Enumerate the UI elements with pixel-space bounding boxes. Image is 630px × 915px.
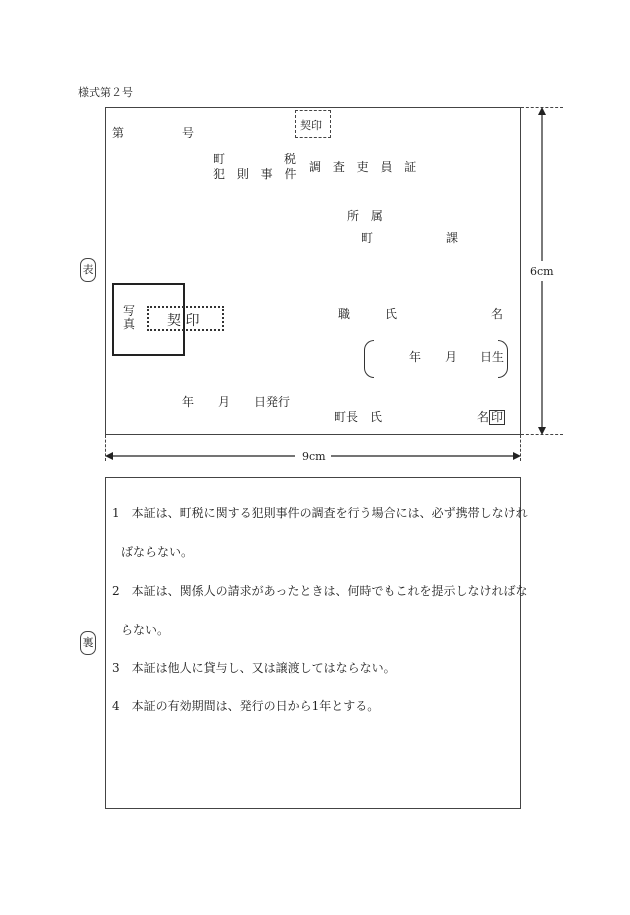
- rule-3: 3 本証は他人に貸与し、又は譲渡してはならない。: [112, 661, 396, 675]
- title-town: 町: [213, 152, 226, 166]
- top-seal-label: 契印: [300, 119, 322, 132]
- birth-year: 年: [409, 350, 422, 364]
- title-criminal-case: 犯 則 事 件: [213, 167, 301, 181]
- dim-width-label: 9cm: [302, 450, 326, 463]
- back-side-label: 裏: [80, 631, 96, 655]
- front-side-label: 表: [80, 258, 96, 282]
- number-prefix: 第: [112, 126, 125, 140]
- affiliation-label: 所 属: [347, 209, 387, 223]
- form-label: 様式第２号: [78, 86, 133, 99]
- issue-year: 年: [182, 395, 195, 409]
- birth-day: 日生: [480, 350, 505, 364]
- name-label: 名: [491, 307, 504, 321]
- town-label: 町: [361, 231, 374, 245]
- rule-2-continuation: らない。: [121, 623, 170, 637]
- mayor-name: 名 印: [477, 410, 504, 424]
- mayor-surname: 氏: [370, 410, 383, 424]
- rule-4: 4 本証の有効期間は、発行の日から1年とする。: [112, 699, 380, 713]
- title-tax: 税: [284, 152, 297, 166]
- front-card: [105, 107, 521, 435]
- section-label: 課: [446, 231, 459, 245]
- issue-day: 日発行: [254, 395, 291, 409]
- photo-label: 写 真: [123, 304, 136, 331]
- dim-height-label: 6cm: [530, 265, 554, 278]
- issue-month: 月: [218, 395, 231, 409]
- rule-1-continuation: ばならない。: [121, 545, 194, 559]
- mayor-seal-box: 印: [491, 410, 504, 424]
- back-card: [105, 477, 521, 809]
- photo-seal-label: 契 印: [167, 313, 200, 329]
- title-main: 調 査 吏 員 証: [309, 160, 421, 174]
- position-label: 職: [338, 307, 351, 321]
- surname-label: 氏: [385, 307, 398, 321]
- rule-2: 2 本証は、関係人の請求があったときは、何時でもこれを提示しなければな: [112, 584, 528, 598]
- birth-month: 月: [445, 350, 458, 364]
- birth-paren-left: [364, 340, 374, 378]
- number-suffix: 号: [182, 126, 195, 140]
- mayor-label: 町長: [334, 410, 359, 424]
- rule-1: 1 本証は、町税に関する犯則事件の調査を行う場合には、必ず携帯しなけれ: [112, 506, 528, 520]
